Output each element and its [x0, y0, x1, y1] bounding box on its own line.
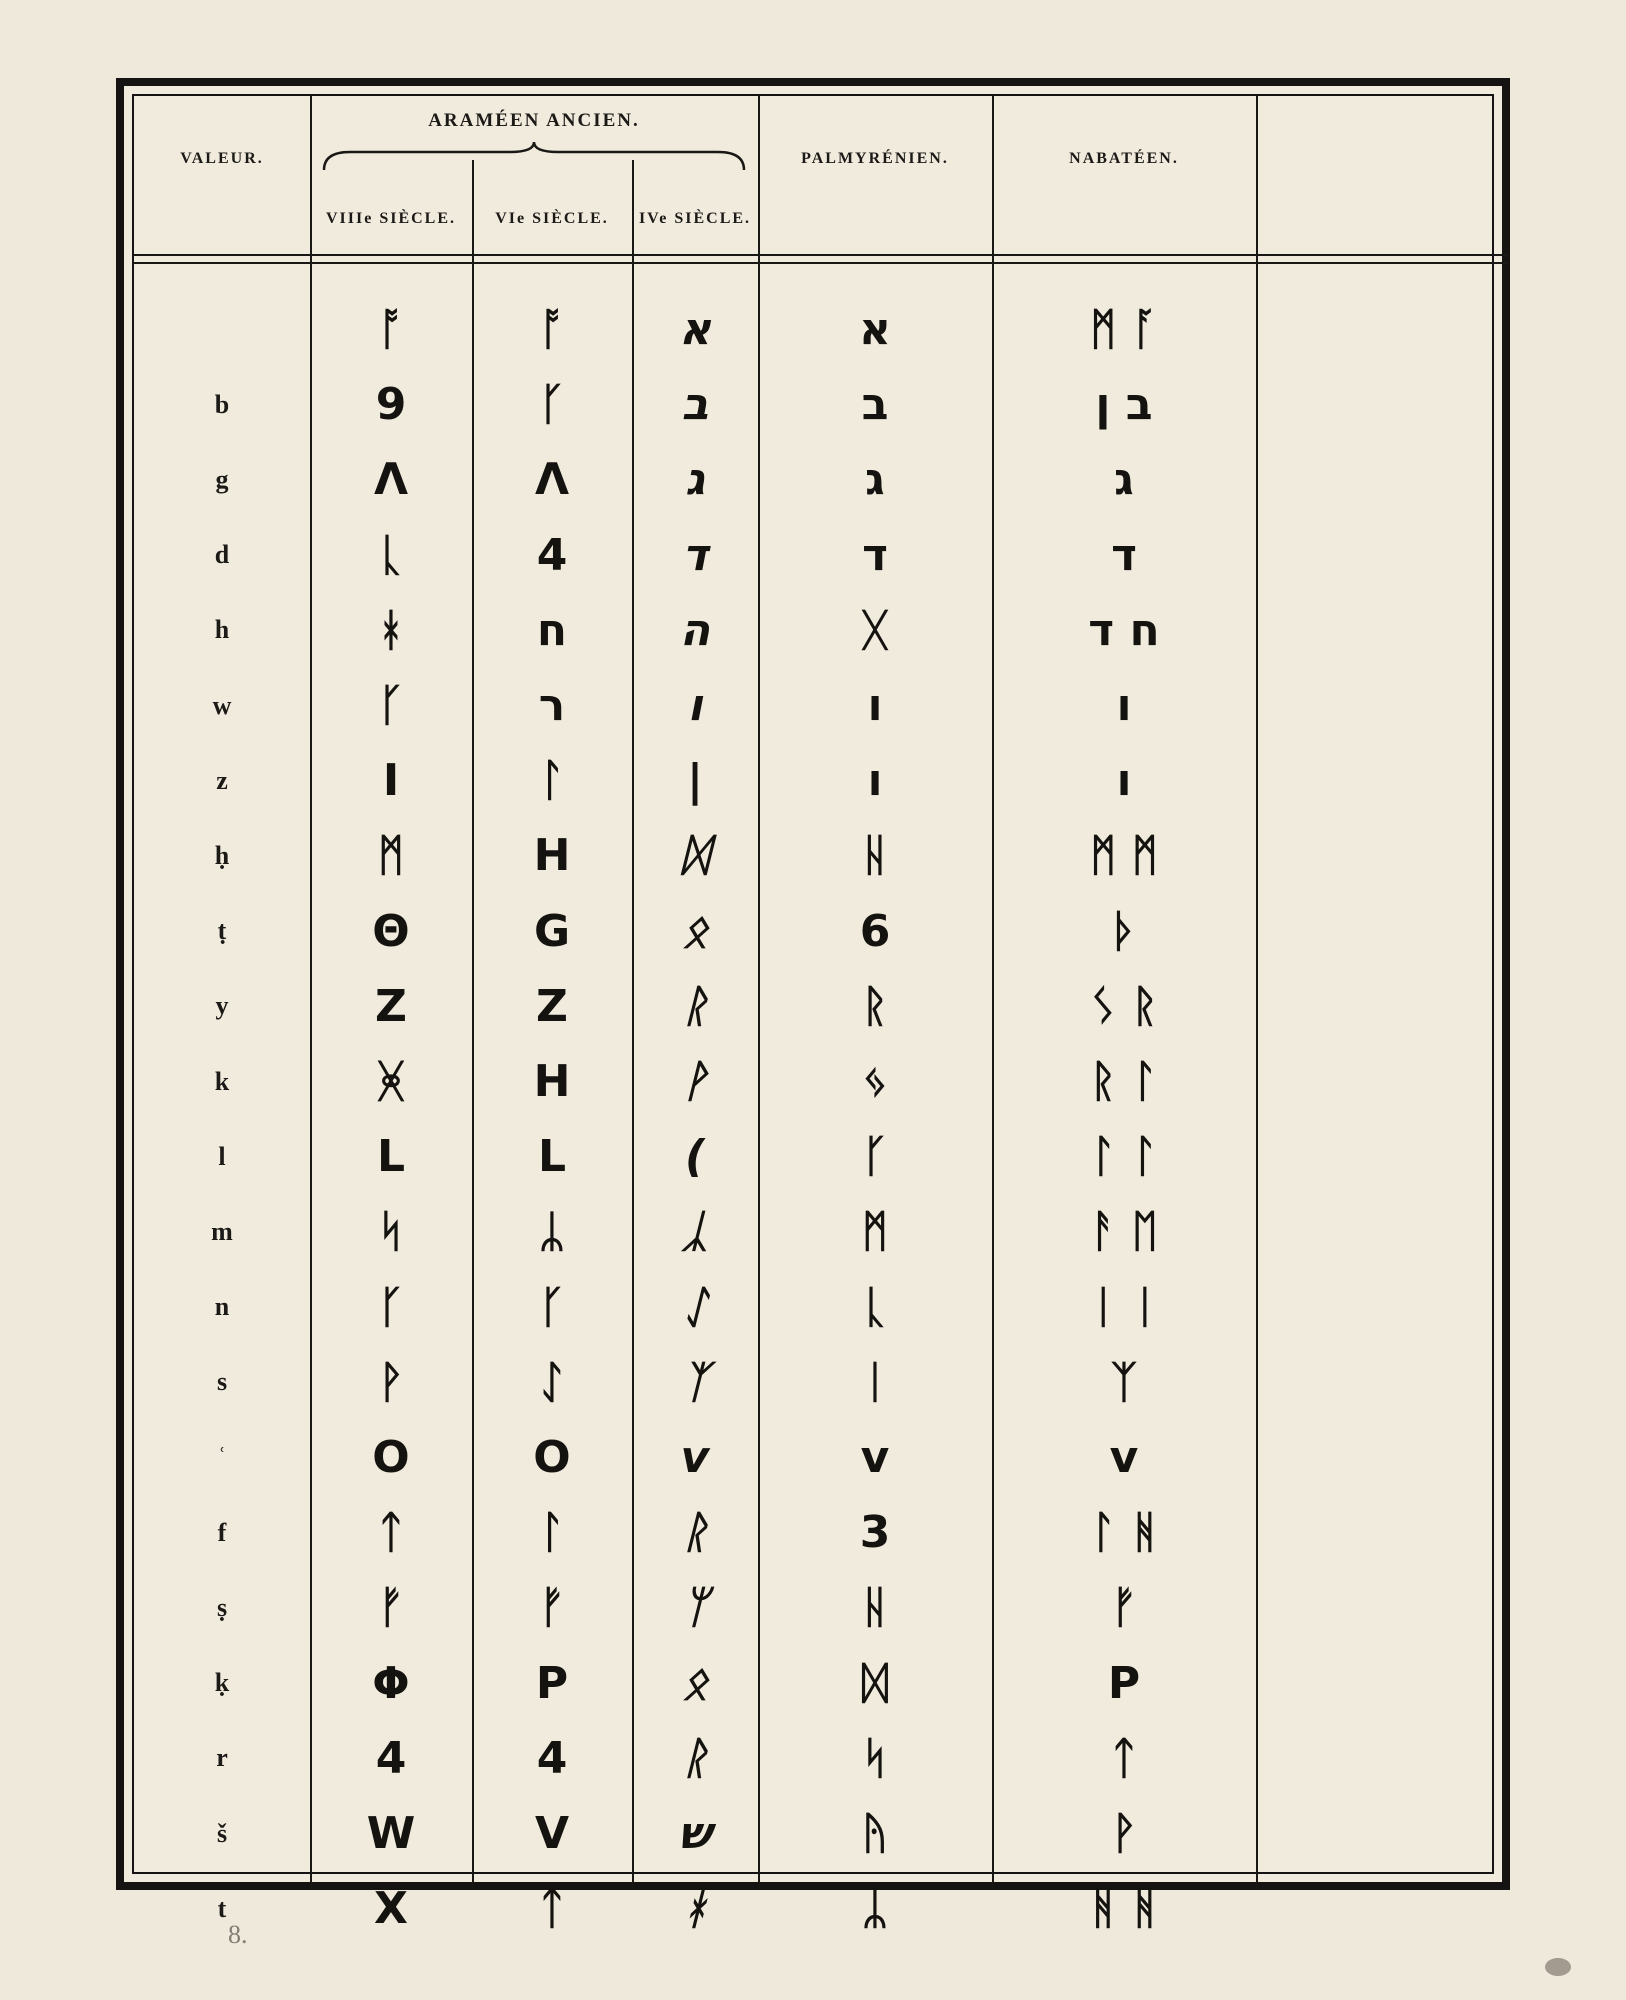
vi-century-glyph: ᛇ — [538, 1356, 566, 1408]
ink-stain — [1545, 1958, 1571, 1976]
table-row — [134, 1871, 1508, 1946]
value-cell: f — [217, 1517, 227, 1547]
table-row — [134, 292, 1508, 367]
value-cell: h — [214, 615, 230, 645]
group-brace — [310, 140, 758, 176]
vi-century-glyph: Ζ — [536, 980, 568, 1032]
nabataean-glyph: ᛉ — [1110, 1356, 1138, 1408]
nabataean-glyph: ᚦ — [1110, 905, 1138, 957]
value-cell: d — [214, 540, 230, 570]
value-cell: ḳ — [214, 1668, 230, 1698]
nabataean-glyph: ג — [1114, 454, 1134, 506]
nabataean-glyph: ד — [1111, 529, 1137, 581]
col-header-viii-siecle: VIIIe SIÈCLE. — [325, 210, 457, 227]
viii-century-glyph: Λ — [373, 454, 409, 506]
palmyrene-glyph: ד — [862, 529, 888, 581]
palmyrene-glyph: ᚤ — [861, 1808, 889, 1859]
table-row — [134, 894, 1508, 969]
vi-century-glyph: H — [533, 1056, 571, 1107]
table-row — [134, 1119, 1508, 1194]
table-row — [134, 1646, 1508, 1721]
iv-century-glyph: ( — [684, 1131, 706, 1183]
header-rule — [134, 262, 1508, 264]
palmyrene-glyph: ᚳ — [861, 1281, 889, 1333]
palmyrene-glyph: ᚴ — [861, 1131, 889, 1183]
iv-century-glyph: ᚱ — [681, 1507, 709, 1559]
palmyrene-glyph: ᛃ — [861, 1056, 889, 1107]
viii-century-glyph: ᚩ — [377, 304, 405, 355]
page-number: 8. — [228, 1920, 248, 1949]
nabataean-glyph: ᛗ ᛗ — [1089, 830, 1159, 882]
nabataean-glyph: ᛊ ᚱ — [1089, 980, 1159, 1032]
nabataean-glyph: ᛚ ᛚ — [1089, 1131, 1159, 1183]
vi-century-glyph: 4 — [536, 529, 568, 581]
table-row — [134, 743, 1508, 818]
viii-century-glyph: W — [366, 1808, 416, 1859]
vi-century-glyph: ᚴ — [538, 1281, 566, 1333]
viii-century-glyph: L — [376, 1131, 406, 1183]
value-cell: z — [216, 765, 228, 795]
palmyrene-glyph: א — [858, 304, 892, 355]
palmyrene-glyph: ᚷ — [861, 604, 889, 656]
vi-century-glyph: ᚴ — [538, 379, 566, 431]
viii-century-glyph: X — [374, 1883, 408, 1935]
viii-century-glyph: Θ — [372, 905, 410, 957]
palmyrene-glyph: v — [860, 1432, 890, 1483]
table-row — [134, 818, 1508, 893]
iv-century-glyph: v — [680, 1432, 710, 1483]
value-cell: ʿ — [217, 1442, 227, 1472]
nabataean-glyph: ᚨ ᛖ — [1089, 1206, 1159, 1258]
iv-century-glyph: ᚱ — [681, 1732, 709, 1784]
vi-century-glyph: ᚠ — [538, 1582, 566, 1634]
palmyrene-glyph: ᛋ — [861, 1732, 889, 1784]
col-header-vi-siecle: VIe SIÈCLE. — [495, 210, 609, 227]
value-cell: w — [212, 690, 232, 720]
iv-century-glyph: ג — [685, 454, 705, 506]
iv-century-glyph: ᛣ — [681, 1206, 709, 1258]
show-through-text — [128, 0, 1528, 56]
script-table-frame — [116, 78, 1510, 1935]
value-cell: ṣ — [216, 1592, 228, 1622]
palmyrene-glyph: ו — [867, 755, 883, 807]
palmyrene-glyph: ᚱ — [861, 980, 889, 1032]
vi-century-glyph: P — [535, 1657, 569, 1709]
nabataean-glyph: ᚠ — [1110, 1582, 1138, 1634]
viii-century-glyph: 9 — [375, 379, 407, 431]
value-cell: ṭ — [217, 916, 227, 946]
iv-century-glyph: ד — [682, 529, 708, 581]
viii-century-glyph: O — [372, 1432, 410, 1483]
value-cell: b — [214, 389, 230, 419]
viii-century-glyph: ᚴ — [377, 680, 405, 731]
nabataean-glyph: ᚱ ᛚ — [1089, 1056, 1159, 1107]
palmyrene-glyph: 6 — [859, 905, 891, 957]
vi-century-glyph: V — [534, 1808, 570, 1859]
viii-century-glyph: ᛏ — [377, 1507, 405, 1559]
table-row — [134, 518, 1508, 593]
nabataean-glyph: ו — [1116, 680, 1132, 731]
palmyrene-glyph: ᛗ — [861, 1206, 889, 1258]
table-row — [134, 668, 1508, 743]
table-row — [134, 1194, 1508, 1269]
viii-century-glyph: I — [382, 755, 400, 807]
nabataean-glyph: ᛗ ᚪ — [1089, 304, 1159, 355]
palmyrene-glyph: ᛞ — [861, 1657, 889, 1709]
iv-century-glyph: ᛘ — [681, 1582, 709, 1634]
script-comparison-table — [134, 96, 1508, 1935]
value-cell: g — [215, 464, 229, 494]
viii-century-glyph: ᛋ — [377, 1206, 405, 1258]
viii-century-glyph: ᚸ — [377, 1056, 405, 1107]
value-cell: n — [214, 1292, 230, 1322]
nabataean-glyph: v — [1109, 1432, 1139, 1483]
header-rule — [134, 254, 1508, 256]
table-row — [134, 1345, 1508, 1420]
vi-century-glyph: ᛏ — [538, 1883, 566, 1935]
vi-century-glyph: ח — [536, 604, 568, 656]
value-cell: š — [216, 1818, 228, 1848]
col-header-nabateen: NABATÉEN. — [1069, 150, 1179, 167]
table-row — [134, 1495, 1508, 1570]
value-cell — [134, 292, 310, 367]
nabataean-glyph: ᛁ ᛁ — [1089, 1281, 1159, 1333]
value-cell: r — [216, 1743, 228, 1773]
nabataean-glyph: ᛚ ᚻ — [1089, 1507, 1159, 1559]
iv-century-glyph: ו — [687, 680, 703, 731]
value-cell: t — [217, 1893, 227, 1923]
iv-century-glyph: ᛞ — [681, 830, 709, 882]
value-cell: y — [215, 991, 229, 1021]
col-header-valeur: VALEUR. — [180, 150, 264, 167]
nabataean-glyph: ו — [1116, 755, 1132, 807]
iv-century-glyph: ᛉ — [681, 1356, 709, 1408]
palmyrene-glyph: ᛦ — [861, 1883, 889, 1935]
iv-century-glyph: ᚹ — [681, 1056, 709, 1107]
palmyrene-glyph: ב — [861, 379, 889, 431]
vi-century-glyph: H — [533, 830, 571, 882]
iv-century-glyph: ש — [678, 1808, 712, 1859]
col-header-palmyrenien: PALMYRÉNIEN. — [801, 150, 949, 167]
viii-century-glyph: Ζ — [375, 980, 407, 1032]
viii-century-glyph: ᛗ — [377, 830, 405, 882]
palmyrene-glyph: ג — [865, 454, 885, 506]
vi-century-glyph: ᚩ — [538, 304, 566, 355]
value-cell: k — [214, 1066, 230, 1096]
script-table-inner-border — [132, 94, 1494, 1935]
viii-century-glyph: ᚠ — [377, 1582, 405, 1634]
table-row — [134, 1570, 1508, 1645]
viii-century-glyph: ᚴ — [377, 1281, 405, 1333]
palmyrene-glyph: ᛁ — [861, 1356, 889, 1408]
iv-century-glyph: ᚱ — [681, 980, 709, 1032]
nabataean-glyph: ח ד — [1088, 604, 1160, 656]
palmyrene-glyph: 3 — [859, 1507, 891, 1559]
vi-century-glyph: L — [537, 1131, 567, 1183]
vi-century-glyph: Λ — [534, 454, 570, 506]
palmyrene-glyph: ᚺ — [861, 1582, 889, 1634]
col-header-iv-siecle: IVe SIÈCLE. — [638, 210, 752, 227]
value-cell: l — [218, 1141, 226, 1171]
viii-century-glyph: ᚹ — [377, 1356, 405, 1408]
nabataean-glyph: ᛏ — [1110, 1732, 1138, 1784]
table-row — [134, 1796, 1508, 1871]
table-row — [134, 1044, 1508, 1119]
vi-century-glyph: 4 — [536, 1732, 568, 1784]
group-header-arameen-ancien: ARAMÉEN ANCIEN. — [428, 110, 640, 131]
nabataean-glyph: ב ן — [1095, 379, 1153, 431]
iv-century-glyph: ב — [681, 379, 709, 431]
vi-century-glyph: O — [533, 1432, 571, 1483]
vi-century-glyph: ᛚ — [538, 1507, 566, 1559]
value-cell: s — [216, 1367, 228, 1397]
value-cell: ḥ — [214, 840, 230, 870]
iv-century-glyph: ה — [679, 604, 711, 656]
vi-century-glyph: G — [533, 905, 571, 957]
iv-century-glyph: | — [686, 755, 704, 807]
table-row — [134, 1270, 1508, 1345]
table-row — [134, 1721, 1508, 1796]
vi-century-glyph: ᛦ — [538, 1206, 566, 1258]
iv-century-glyph: ᛟ — [681, 1657, 709, 1709]
nabataean-glyph: P — [1107, 1657, 1141, 1709]
nabataean-glyph: ᚹ — [1110, 1808, 1138, 1859]
iv-century-glyph: ᚼ — [681, 1883, 709, 1935]
iv-century-glyph: ᛇ — [681, 1281, 709, 1333]
palmyrene-glyph: ו — [867, 680, 883, 731]
viii-century-glyph: ᚼ — [377, 604, 405, 656]
viii-century-glyph: Φ — [372, 1657, 410, 1709]
table-row — [134, 593, 1508, 668]
viii-century-glyph: 4 — [375, 1732, 407, 1784]
vi-century-glyph: ר — [538, 680, 566, 731]
table-row — [134, 969, 1508, 1044]
iv-century-glyph: א — [678, 304, 712, 355]
iv-century-glyph: ᛟ — [681, 905, 709, 957]
vi-century-glyph: ᛚ — [538, 755, 566, 807]
table-row — [134, 1420, 1508, 1495]
table-row — [134, 367, 1508, 442]
value-cell: m — [211, 1216, 233, 1246]
viii-century-glyph: ᚳ — [377, 529, 405, 581]
palmyrene-glyph: ᚺ — [861, 830, 889, 882]
nabataean-glyph: ᚻ ᚻ — [1089, 1883, 1159, 1935]
table-row — [134, 442, 1508, 517]
